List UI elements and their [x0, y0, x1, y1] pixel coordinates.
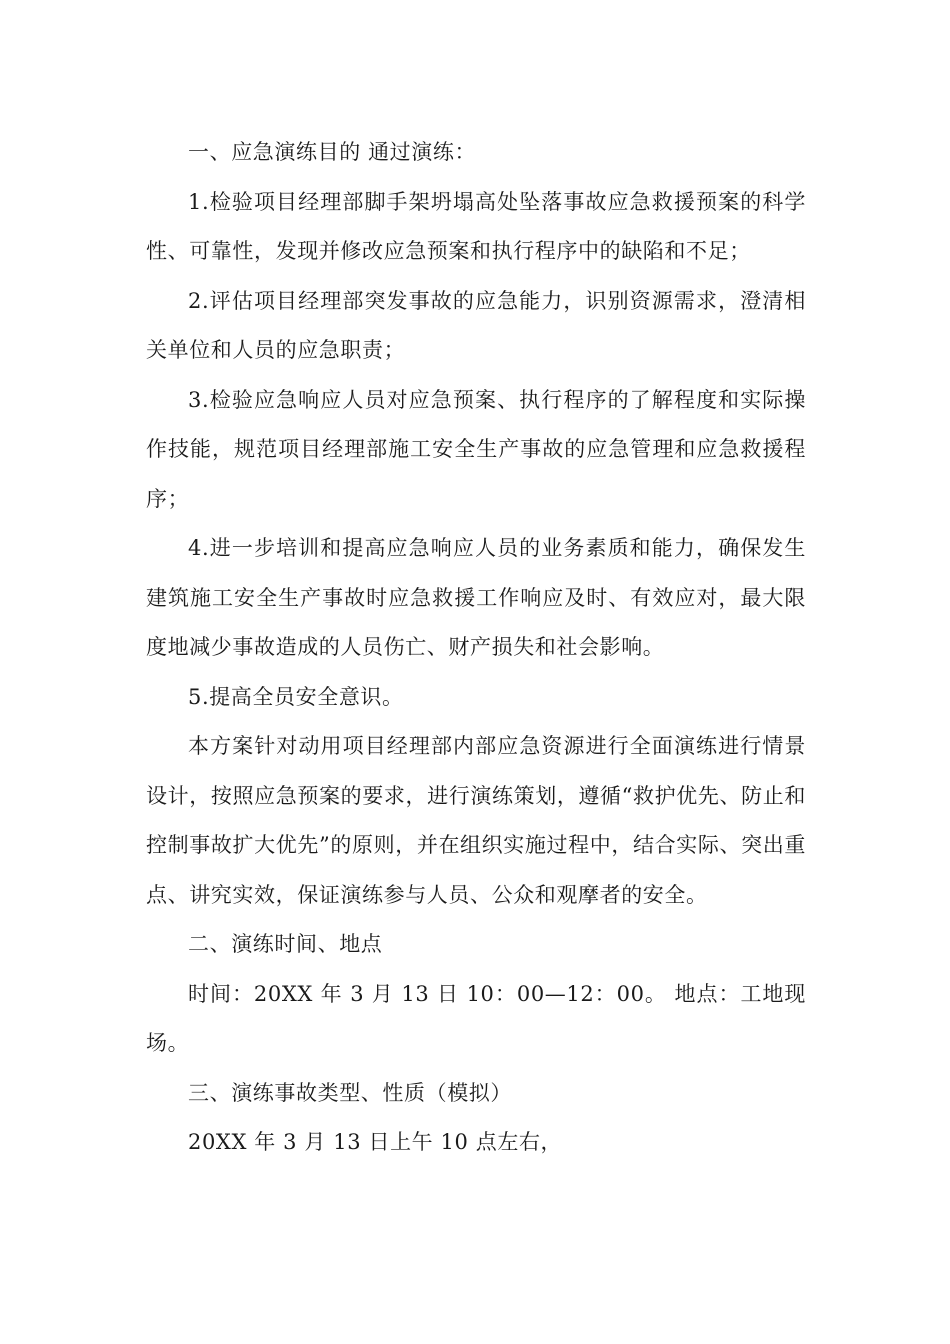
section-heading-time-place: 二、演练时间、地点 — [188, 932, 383, 956]
purpose-item-2: 2.评估项目经理部突发事故的应急能力，识别资源需求，澄清相关单位和人员的应急职责； — [146, 288, 806, 362]
section-heading-purpose: 一、应急演练目的 通过演练： — [188, 140, 477, 164]
document-body — [146, 128, 806, 1168]
purpose-item-5: 5.提高全员安全意识。 — [188, 684, 404, 709]
purpose-item-3: 3.检验应急响应人员对应急预案、执行程序的了解程度和实际操作技能，规范项目经理部施工安全生产事故的应急管理和应急救援程序； — [146, 387, 806, 511]
purpose-item-1: 1.检验项目经理部脚手架坍塌高处坠落事故应急救援预案的科学性、可靠性，发现并修改应急预案和执行程序中的缺陷和不足； — [146, 189, 806, 263]
purpose-item-4: 4.进一步培训和提高应急响应人员的业务素质和能力，确保发生建筑施工安全生产事故时应急救援工作响应及时、有效应对，最大限度地减少事故造成的人员伤亡、财产损失和社会影响。 — [146, 536, 806, 659]
accident-description-line: 20XX 年 3 月 13 日上午 10 点左右， — [188, 1130, 563, 1154]
scenario-design-paragraph: 本方案针对动用项目经理部内部应急资源进行全面演练进行情景设计，按照应急预案的要求，进行演练策划，遵循“救护优先、防止和控制事故扩大优先”的原则，并在组织实施过程中，结合实际、突出重点、讲究实效，保证演练参与人员、公众和观摩者的安全。 — [146, 734, 806, 907]
section-heading-accident-type: 三、演练事故类型、性质（模拟） — [188, 1080, 512, 1105]
time-place-line: 时间：20XX 年 3 月 13 日 10：00—12：00。 地点：工地现场。 — [146, 981, 806, 1055]
